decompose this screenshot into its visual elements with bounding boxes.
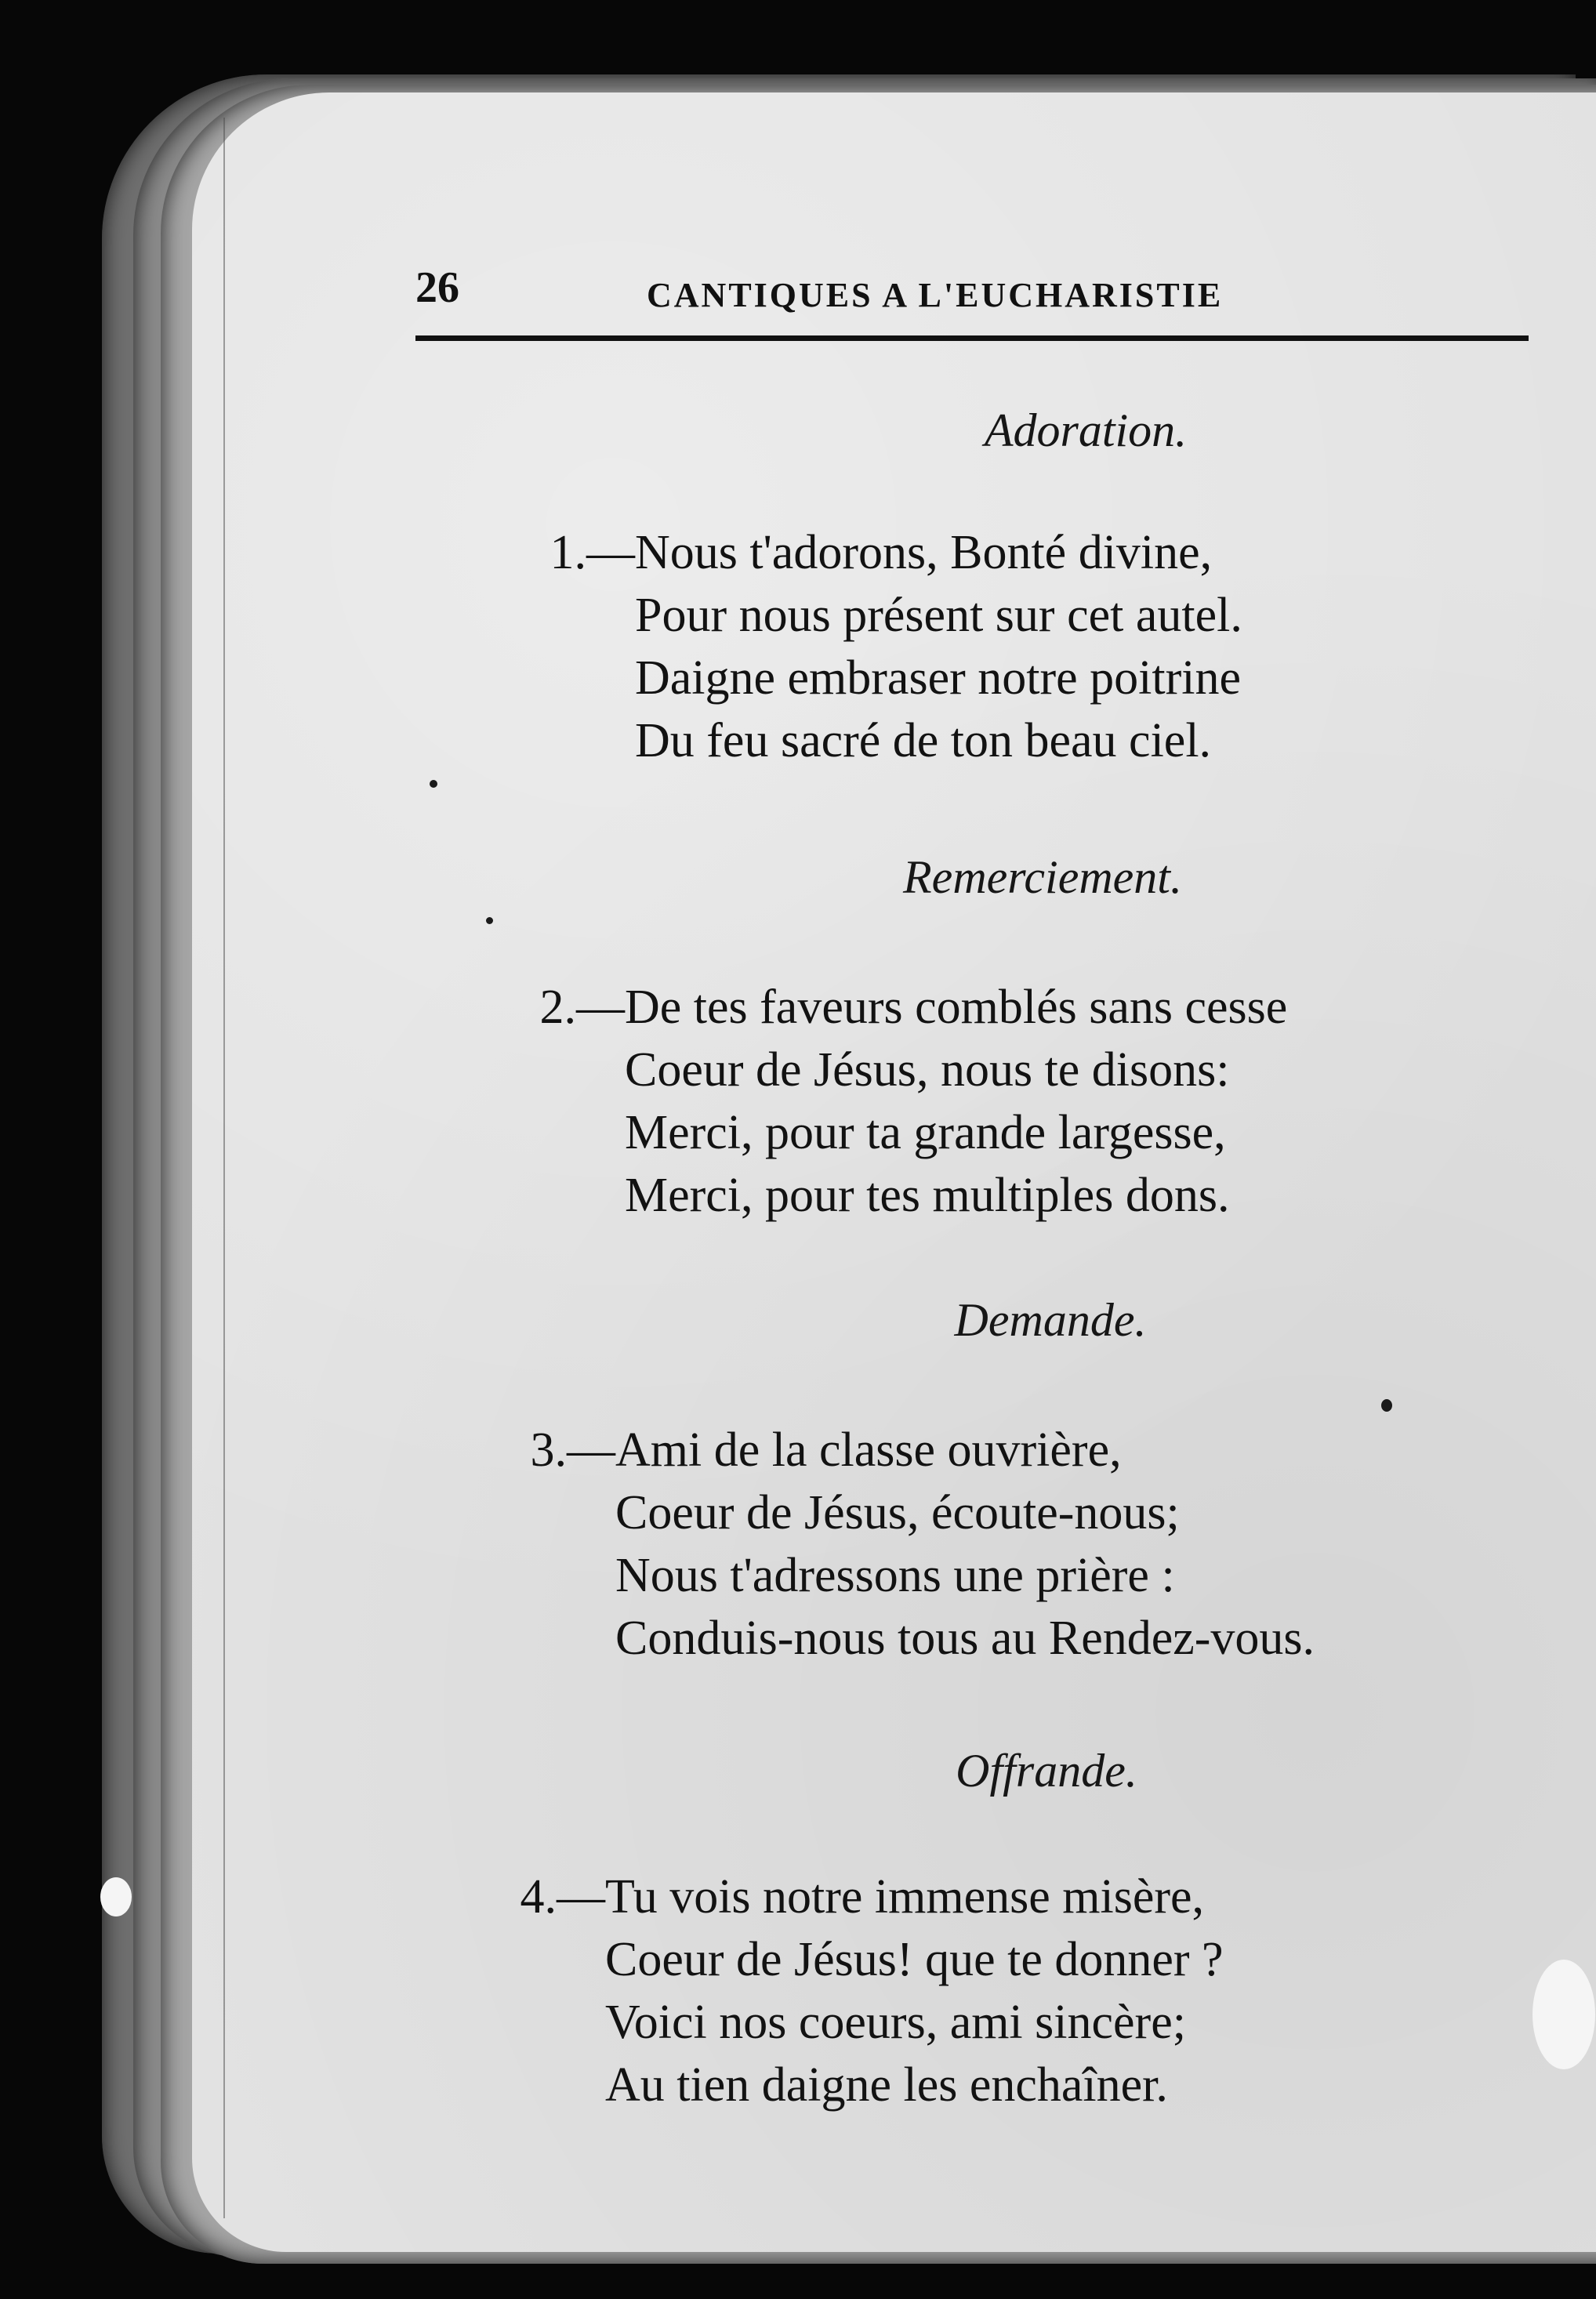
- verse-line: De tes faveurs comblés sans cesse: [625, 981, 1288, 1034]
- verse-line: Coeur de Jésus, nous te disons:: [625, 1043, 1230, 1097]
- verse-line: Coeur de Jésus! que te donner ?: [605, 1933, 1224, 1986]
- verse-line: Ami de la classe ouvrière,: [615, 1423, 1122, 1477]
- stanza-heading: Adoration.: [984, 404, 1188, 456]
- verse-line: Nous t'adorons, Bonté divine,: [635, 526, 1213, 579]
- verse-line: Au tien daigne les enchaîner.: [605, 2058, 1168, 2112]
- scan-speck: [100, 1877, 132, 1916]
- page-number: 26: [415, 263, 459, 312]
- stanza: [550, 521, 1242, 772]
- verse-line: Merci, pour ta grande largesse,: [625, 1106, 1226, 1159]
- scan-speck: [486, 917, 493, 924]
- verse-line: Voici nos coeurs, ami sincère;: [605, 1996, 1186, 2049]
- verse-line: Du feu sacré de ton beau ciel.: [635, 714, 1212, 767]
- stanza-number: 4.—: [520, 1870, 605, 1924]
- verse-line: Tu vois notre immense misère,: [605, 1870, 1205, 1924]
- header-rule: [415, 335, 1529, 341]
- scan-speck: [430, 780, 437, 788]
- verse-line: Pour nous présent sur cet autel.: [635, 589, 1242, 642]
- stanza-heading: Remerciement.: [903, 851, 1182, 903]
- stanza-heading: Offrande.: [956, 1745, 1137, 1797]
- stanza: [530, 1419, 1315, 1670]
- scan-speck: [1381, 1399, 1392, 1412]
- verse-line: Nous t'adressons une prière :: [615, 1549, 1175, 1602]
- scan-speck: [1533, 1960, 1595, 2069]
- stanza: [520, 1866, 1224, 2116]
- verse-line: Merci, pour tes multiples dons.: [625, 1169, 1230, 1222]
- running-title: CANTIQUES A L'EUCHARISTIE: [647, 276, 1224, 314]
- stanza: [539, 976, 1288, 1227]
- page-fold-line: [223, 118, 225, 2218]
- stanza-number: 1.—: [550, 526, 635, 579]
- stanza-number: 3.—: [530, 1423, 615, 1477]
- stanza-number: 2.—: [539, 981, 625, 1034]
- verse-line: Conduis-nous tous au Rendez-vous.: [615, 1612, 1315, 1665]
- verse-line: Coeur de Jésus, écoute-nous;: [615, 1486, 1180, 1539]
- running-head: [415, 263, 1529, 325]
- verse-line: Daigne embraser notre poitrine: [635, 651, 1241, 705]
- stanza-heading: Demande.: [954, 1294, 1147, 1346]
